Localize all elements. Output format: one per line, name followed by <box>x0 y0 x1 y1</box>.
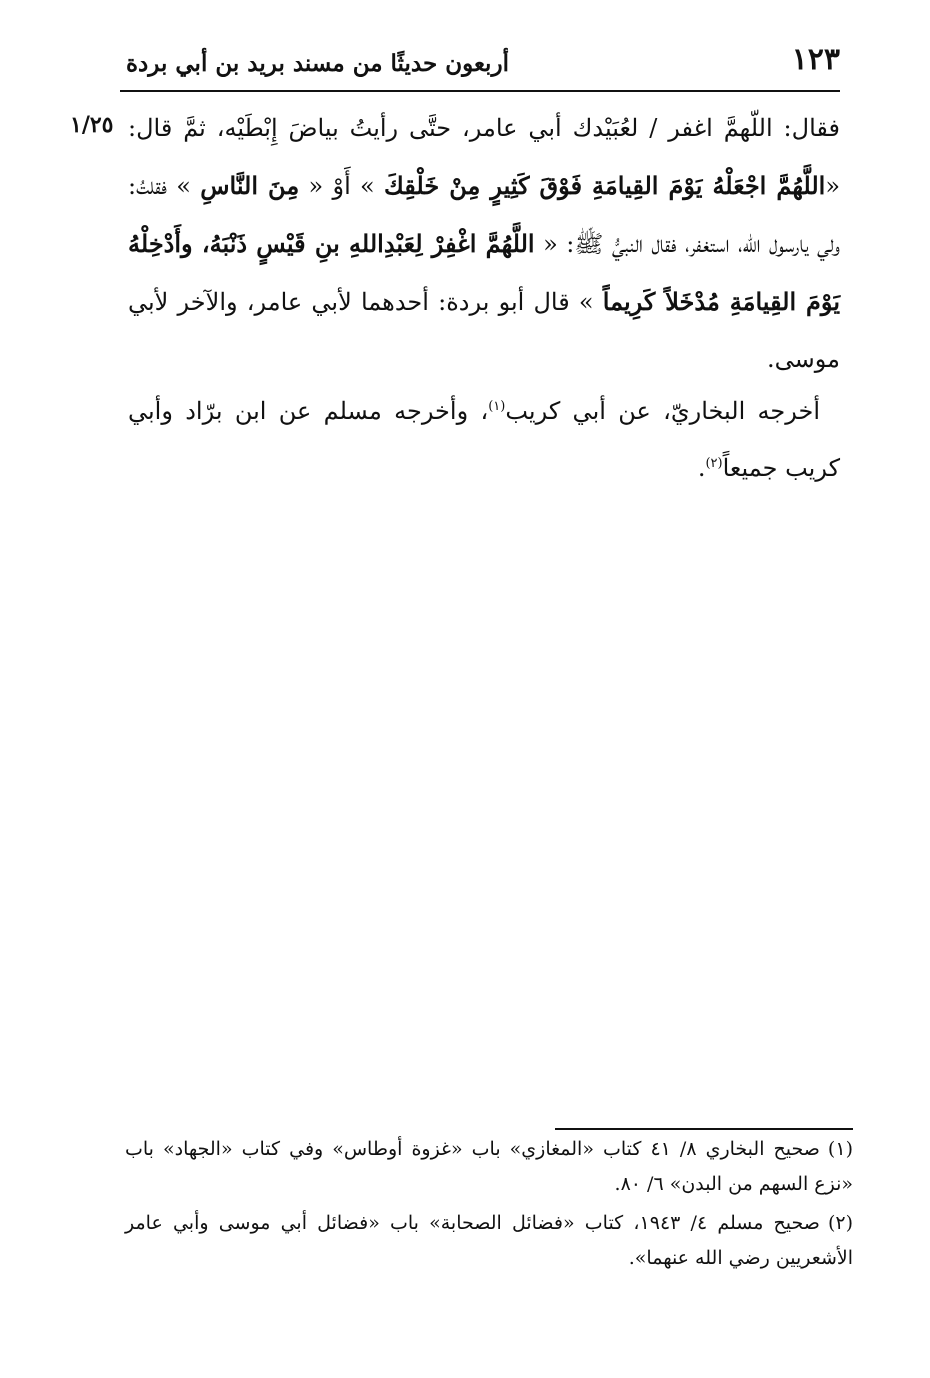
hadith-text-part4: » قال أبو بردة: أحدهما لأبي عامر، والآخر لأبي موسى. <box>128 288 840 373</box>
takhrij-part3: . <box>697 454 706 482</box>
running-title: أربعون حديثًا من مسند بريد بن أبي بردة <box>126 50 509 77</box>
hadith-prophetic-words-1: اللَّهُمَّ اجْعَلْهُ يَوْمَ القِيامَةِ فَوْقَ كَثِيرٍ مِنْ خَلْقِكَ <box>384 171 826 200</box>
footnote-number: (١) <box>827 1138 853 1160</box>
footnote-reference-2[interactable]: (٢) <box>705 456 723 471</box>
footnotes-section <box>125 1132 853 1280</box>
footnote-2 <box>125 1206 853 1276</box>
header-rule <box>120 90 840 92</box>
footnote-1 <box>125 1132 853 1202</box>
takhrij-part1: أخرجه البخاريّ، عن أبي كريب <box>505 397 820 425</box>
hadith-text-part3: » فقلتُ: ولي يارسول الله، استغفر، فقال النبيُّ ﷺ: « <box>128 172 840 258</box>
page-header <box>120 38 840 92</box>
hadith-paragraph <box>128 100 840 388</box>
footnote-text: صحيح مسلم ٤/ ١٩٤٣، كتاب «فضائل الصحابة» باب «فضائل أبي موسى وأبي عامر الأشعريين رضي الله عنهما». <box>125 1212 853 1269</box>
hadith-text-part1: فقال: اللّهمَّ اغفر / لعُبَيْدك أبي عامر، حتَّى رأيتُ بياضَ إِبْطَيْه، ثمَّ قال: « <box>128 114 841 200</box>
footnote-reference-1[interactable]: (١) <box>488 399 506 414</box>
hadith-text-part2: » أَوْ « <box>308 172 375 200</box>
footnote-text: صحيح البخاري ٨/ ٤١ كتاب «المغازي» باب «غزوة أوطاس» وفي كتاب «الجهاد» باب «نزع السهم من البدن» ٦/ ٨٠. <box>125 1138 853 1195</box>
page-number: ١٢٣ <box>791 42 840 77</box>
footnote-number: (٢) <box>827 1212 854 1234</box>
takhrij-text <box>128 383 840 497</box>
margin-volume-page-reference: ١/٢٥ <box>70 112 114 138</box>
takhrij-part2: ، وأخرجه مسلم عن ابن برّاد وأبي كريب جميعاً <box>128 397 840 482</box>
takhrij-paragraph <box>128 383 840 497</box>
hadith-text <box>128 100 840 388</box>
hadith-prophetic-words-2: مِنَ النَّاسِ <box>200 171 300 200</box>
hadith-prophetic-words-3: اللَّهُمَّ اغْفِرْ لِعَبْدِاللهِ بنِ قَيْسٍ ذَنْبَهُ، وأَدْخِلْهُ يَوْمَ القِيامَةِ مُدْخَلاً كَرِيماً <box>128 229 840 316</box>
footnote-separator <box>555 1128 853 1130</box>
